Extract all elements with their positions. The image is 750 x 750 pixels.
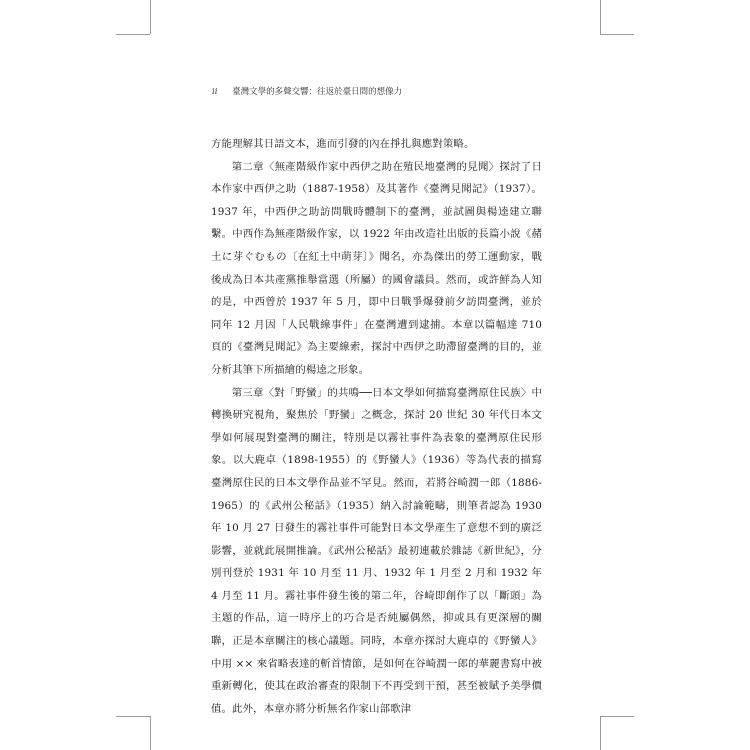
body-text bbox=[211, 133, 542, 720]
paragraph-chapter-two: 第二章〈無產階級作家中西伊之助在殖民地臺灣的見聞〉探討了日本作家中西伊之助（1887-1958）及其著作《臺灣見聞記》（1937）。1937 年，中西伊之助訪問戰時體制下的臺灣，並試圖與楊逵建立聯繫。中西作為無產階級作家，以 1922 年由改造社出版的長篇小說《赭土に芽ぐむもの〔在紅土中萌芽〕》聞名，亦為傑出的勞工運動家，戰後成為日本共產黨推舉當選（所屬）的國會議員。然而，或許鮮為人知的是，中西曾於 1937 年 5 月，即中日戰爭爆發前夕訪問臺灣，並於同年 12 月因「人民戰線事件」在臺灣遭到逮捕。本章以篇幅達 710 頁的《臺灣見聞記》為主要線索，探討中西伊之助滯留臺灣的目的，並分析其筆下所描繪的楊逵之形象。 bbox=[211, 160, 542, 376]
running-title: 臺灣文學的多聲交響：往返於臺日間的想像力 bbox=[232, 87, 403, 97]
page-number: ii bbox=[212, 87, 218, 97]
crop-mark-right-bottom bbox=[600, 716, 634, 717]
crop-mark-left-bottom bbox=[116, 716, 150, 717]
crop-mark-bottom-right bbox=[600, 716, 601, 750]
running-header bbox=[212, 85, 402, 97]
crop-mark-top-left bbox=[150, 0, 151, 34]
crop-mark-bottom-left bbox=[150, 716, 151, 750]
crop-mark-top-right bbox=[600, 0, 601, 34]
paragraph-continuation: 方能理解其日語文本，進而引發的內在掙扎與應對策略。 bbox=[211, 138, 475, 150]
crop-mark-left-top bbox=[116, 34, 150, 35]
paragraph-chapter-three: 第三章〈對「野蠻」的共鳴──日本文學如何描寫臺灣原住民族〉中轉換研究視角，聚焦於「野蠻」之概念，探討 20 世紀 30 年代日本文學如何展現對臺灣的關注，特別是以霧社事件為表象的臺灣原住民形象。以大鹿卓（1898-1955）的《野蠻人》（1936）等為代表的描寫臺灣原住民的日本文學作品並不罕見。然而，若將谷崎潤一郎（1886-1965）的《武州公秘話》（1935）納入討論範疇，則筆者認為 1930 年 10 月 27 日發生的霧社事件可能對日本文學產生了意想不到的廣泛影響，並就此展開推論。《武州公秘話》最初連載於雜誌《新世紀》，分別刊登於 1931 年 10 月至 11 月、1932 年 1 月至 2 月和 1932 年 4 月至 11 月。霧社事件發生後的第二年，谷崎即創作了以「斷頭」為主題的作品，這一時序上的巧合是否純屬偶然，抑或具有更深層的關聯，正是本章關注的核心議題。同時，本章亦探討大鹿卓的《野蠻人》中用 ×× 來省略表達的斬首情節，是如何在谷崎潤一郎的華麗書寫中被重新轉化，使其在政治審查的限制下不再受到干預，甚至被賦予美學價值。此外，本章亦將分析無名作家山部歌津 bbox=[211, 386, 542, 715]
crop-mark-right-top bbox=[600, 34, 634, 35]
